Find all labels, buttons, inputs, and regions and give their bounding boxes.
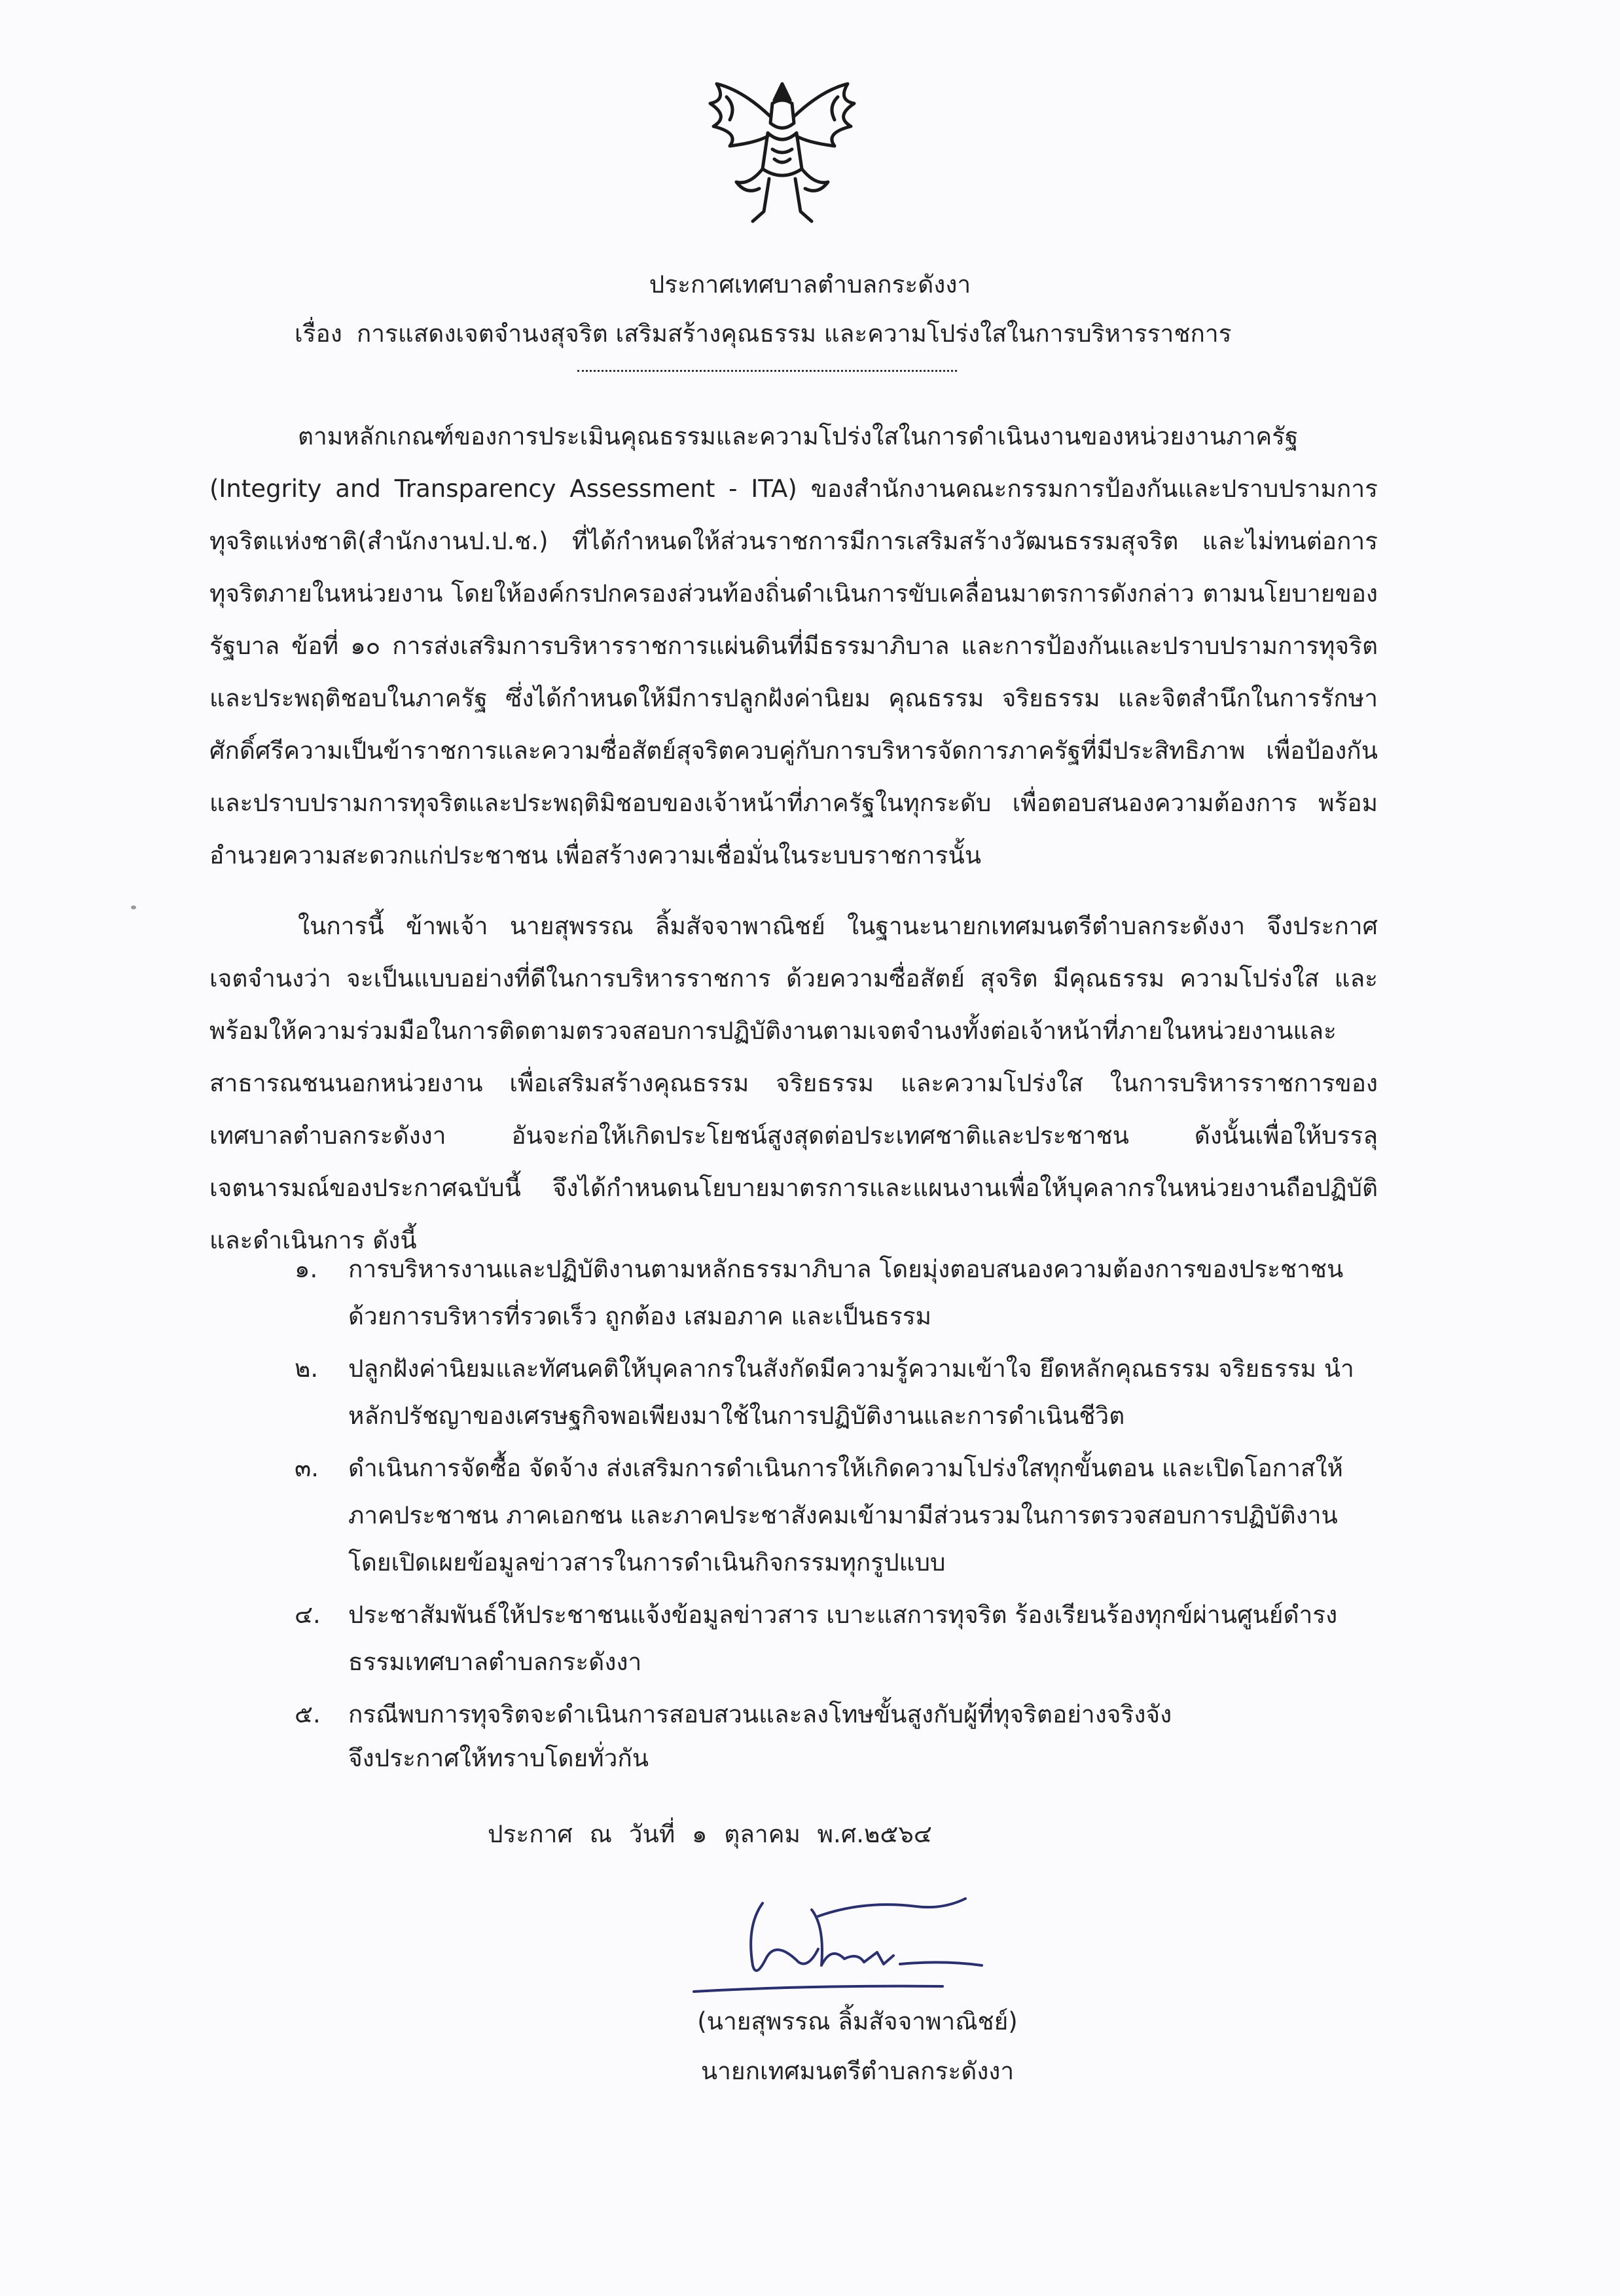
list-item-text: กรณีพบการทุจริตจะดำเนินการสอบสวนและลงโทษขั้นสูงกับผู้ที่ทุจริตอย่างจริงจัง: [348, 1700, 1172, 1728]
list-item-text: การบริหารงานและปฏิบัติงานตามหลักธรรมาภิบาล โดยมุ่งตอบสนองความต้องการของประชาชนด้วยการบริหารที่รวดเร็ว ถูกต้อง เสมอภาค และเป็นธรรม: [348, 1255, 1344, 1330]
list-item: [295, 1445, 1381, 1586]
list-item-text: ประชาสัมพันธ์ให้ประชาชนแจ้งข้อมูลข่าวสาร เบาะแสการทุจริต ร้องเรียนร้องทุกข์ผ่านศูนย์ดำรงธรรมเทศบาลตำบลกระดังงา: [348, 1601, 1338, 1676]
list-item-number: ๑.: [295, 1255, 318, 1283]
subject-label: เรื่อง: [295, 319, 342, 348]
list-item-number: ๓.: [295, 1454, 319, 1482]
organization-title: ประกาศเทศบาลตำบลกระดังงา: [649, 270, 971, 299]
list-item: [295, 1592, 1381, 1686]
list-item-number: ๒.: [295, 1355, 319, 1383]
dotted-separator: [577, 370, 957, 372]
list-item-number: ๔.: [295, 1601, 321, 1629]
garuda-emblem-icon: [691, 71, 874, 234]
signature-icon: [668, 1887, 1034, 1998]
paragraph-1: [209, 410, 1378, 882]
announcement-date: ประกาศ ณ วันที่ ๑ ตุลาคม พ.ศ.๒๕๖๔: [488, 1820, 932, 1848]
paragraph-1-text: ตามหลักเกณฑ์ของการประเมินคุณธรรมและความโปร่งใสในการดำเนินงานของหน่วยงานภาครัฐ (Integrity and Transparency Assessment - ITA) ของสำนักงานคณะกรรมการป้องกันและปราบปรามการทุจริตแห่งชาติ(สำนักงานป.ป.ช.) ที่ได้กำหนดให้ส่วนราชการมีการเสริมสร้างวัฒนธรรมสุจริต และไม่ทนต่อการทุจริตภายในหน่วยงาน โดยให้องค์กรปกครองส่วนท้องถิ่นดำเนินการขับเคลื่อนมาตรการดังกล่าว ตามนโยบายของรัฐบาล ข้อที่ ๑๐ การส่งเสริมการบริหารราชการแผ่นดินที่มีธรรมาภิบาล และการป้องกันและปราบปรามการทุจริตและประพฤติชอบในภาครัฐ ซึ่งได้กำหนดให้มีการปลูกฝังค่านิยม คุณธรรม จริยธรรม และจิตสำนึกในการรักษาศักดิ์ศรีความเป็นข้าราชการและความซื่อสัตย์สุจริตควบคู่กับการบริหารจัดการภาครัฐที่มีประสิทธิภาพ เพื่อป้องกันและปราบปรามการทุจริตและประพฤติมิชอบของเจ้าหน้าที่ภาครัฐในทุกระดับ เพื่อตอบสนองความต้องการ พร้อมอำนวยความสะดวกแก่ประชาชน เพื่อสร้างความเชื่อมั่นในระบบราชการนั้น: [209, 422, 1378, 869]
list-item-number: ๕.: [295, 1700, 321, 1728]
list-item-text: ปลูกฝังค่านิยมและทัศนคติให้บุคลากรในสังกัดมีความรู้ความเข้าใจ ยึดหลักคุณธรรม จริยธรรม นำหลักปรัชญาของเศรษฐกิจพอเพียงมาใช้ในการปฏิบัติงานและการดำเนินชีวิต: [348, 1355, 1354, 1430]
signer-name: (นายสุพรรณ ลิ้มสัจจาพาณิชย์): [697, 2007, 1018, 2035]
list-item-text: ดำเนินการจัดซื้อ จัดจ้าง ส่งเสริมการดำเนินการให้เกิดความโปร่งใสทุกขั้นตอน และเปิดโอกาสให้ภาคประชาชน ภาคเอกชน และภาคประชาสังคมเข้ามามีส่วนรวมในการตรวจสอบการปฏิบัติงาน โดยเปิดเผยข้อมูลข่าวสารในการดำเนินกิจกรรมทุกรูปแบบ: [348, 1454, 1343, 1576]
paper-speck: [131, 905, 136, 909]
list-item: [295, 1691, 1381, 1738]
subject-line: [295, 314, 1232, 353]
paragraph-2: [209, 900, 1378, 1267]
paragraph-2-text: ในการนี้ ข้าพเจ้า นายสุพรรณ ลิ้มสัจจาพาณิชย์ ในฐานะนายกเทศมนตรีตำบลกระดังงา จึงประกาศเจตจำนงว่า จะเป็นแบบอย่างที่ดีในการบริหารราชการ ด้วยความซื่อสัตย์ สุจริต มีคุณธรรม ความโปร่งใส และพร้อมให้ความร่วมมือในการติดตามตรวจสอบการปฏิบัติงานตามเจตจำนงทั้งต่อเจ้าหน้าที่ภายในหน่วยงานและสาธารณชนนอกหน่วยงาน เพื่อเสริมสร้างคุณธรรม จริยธรรม และความโปร่งใส ในการบริหารราชการของเทศบาลตำบลกระดังงา อันจะก่อให้เกิดประโยชน์สูงสุดต่อประเทศชาติและประชาชน ดังนั้นเพื่อให้บรรลุเจตนารมณ์ของประกาศฉบับนี้ จึงได้กำหนดนโยบายมาตรการและแผนงานเพื่อให้บุคลากรในหน่วยงานถือปฏิบัติ และดำเนินการ ดังนี้: [209, 912, 1378, 1254]
list-item: [295, 1345, 1381, 1440]
subject-text: การแสดงเจตจำนงสุจริต เสริมสร้างคุณธรรม และความโปร่งใสในการบริหารราชการ: [356, 319, 1232, 348]
policy-list: [295, 1246, 1381, 1743]
closing-statement: จึงประกาศให้ทราบโดยทั่วกัน: [348, 1744, 649, 1772]
list-item: [295, 1246, 1381, 1340]
signer-position: นายกเทศมนตรีตำบลกระดังงา: [700, 2057, 1015, 2085]
